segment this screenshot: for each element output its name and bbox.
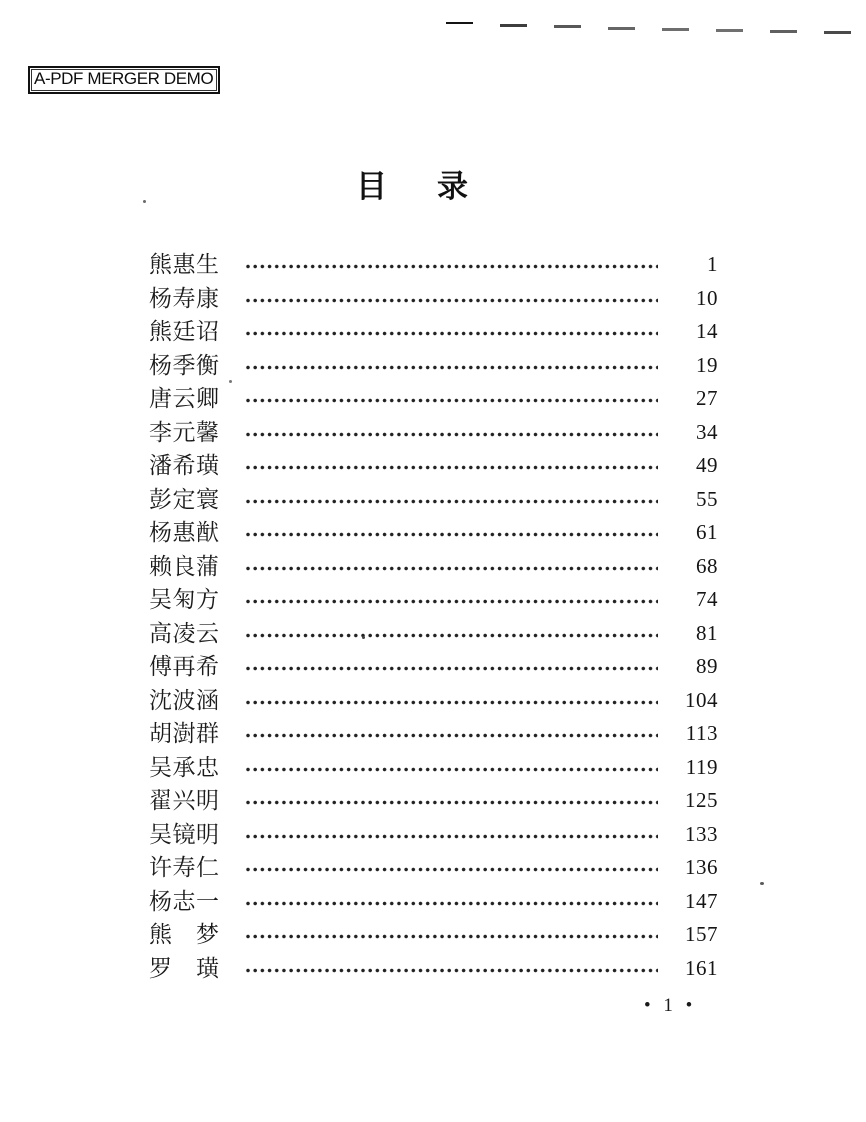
toc-row	[149, 851, 718, 885]
toc-row	[149, 416, 718, 450]
dash-mark	[824, 31, 851, 34]
dash-mark	[446, 22, 473, 24]
dot-leader	[245, 431, 658, 438]
toc-entry-page: 10	[696, 285, 718, 310]
scan-speck	[229, 380, 232, 383]
toc-entry-page: 133	[685, 821, 718, 846]
toc-row	[149, 952, 718, 986]
folio-page-number: • 1 •	[644, 995, 697, 1016]
dot-leader	[245, 833, 658, 840]
dot-leader	[245, 732, 658, 739]
dot-leader	[245, 330, 658, 337]
toc-entry-page: 147	[685, 888, 718, 913]
dash-mark	[608, 27, 635, 30]
dot-leader	[245, 967, 658, 974]
toc-entry-name: 熊 梦	[149, 922, 220, 948]
toc-row	[149, 784, 718, 818]
dot-leader	[245, 397, 658, 404]
toc-entry-page: 34	[696, 419, 718, 444]
toc-entry-name: 高凌云	[149, 620, 220, 646]
toc-entry-name: 熊廷诏	[149, 319, 220, 345]
title-char-lu: 录	[437, 169, 468, 204]
toc-entry-name: 傅再希	[149, 654, 220, 680]
toc-entry-page: 19	[696, 352, 718, 377]
toc-entry-name: 吴镜明	[149, 821, 220, 847]
dot-leader	[245, 866, 658, 873]
toc-entry-page: 104	[685, 687, 718, 712]
watermark-badge: A-PDF MERGER DEMO	[28, 66, 220, 94]
toc-row	[149, 650, 718, 684]
dash-mark	[554, 25, 581, 28]
toc-entry-name: 杨志一	[149, 888, 220, 914]
toc-entry-name: 翟兴明	[149, 788, 220, 814]
dot-leader	[245, 699, 658, 706]
toc-row	[149, 918, 718, 952]
scan-speck	[760, 882, 764, 885]
toc-entry-page: 1	[707, 252, 718, 277]
toc-row	[149, 282, 718, 316]
toc-row	[149, 315, 718, 349]
dot-leader	[245, 799, 658, 806]
toc-entry-page: 49	[696, 453, 718, 478]
toc-row	[149, 751, 718, 785]
toc-row	[149, 483, 718, 517]
dot-leader	[245, 364, 658, 371]
toc-row	[149, 248, 718, 282]
toc-entry-page: 61	[696, 520, 718, 545]
toc-row	[149, 684, 718, 718]
toc-entry-page: 14	[696, 319, 718, 344]
toc-entry-page: 74	[696, 587, 718, 612]
scan-speck	[143, 200, 146, 203]
toc-row	[149, 516, 718, 550]
toc-entry-page: 113	[685, 721, 718, 746]
toc-row	[149, 349, 718, 383]
toc-entry-name: 罗 璜	[149, 955, 220, 981]
torn-edge-dash-marks	[446, 22, 866, 25]
scan-speck	[362, 636, 365, 639]
toc-entry-name: 李元馨	[149, 419, 220, 445]
dash-mark	[500, 24, 527, 27]
dot-leader	[245, 900, 658, 907]
dash-mark	[716, 29, 743, 32]
toc-entry-page: 125	[685, 788, 718, 813]
dot-leader	[245, 565, 658, 572]
toc-row	[149, 382, 718, 416]
title-char-mu: 目	[356, 169, 387, 204]
dot-leader	[245, 665, 658, 672]
toc-entry-name: 潘希璜	[149, 453, 220, 479]
toc-entry-name: 唐云卿	[149, 386, 220, 412]
toc-entry-name: 杨季衡	[149, 352, 220, 378]
toc-entry-page: 136	[685, 855, 718, 880]
dash-mark	[662, 28, 689, 31]
dot-leader	[245, 933, 658, 940]
toc-entry-name: 许寿仁	[149, 855, 220, 881]
toc-row	[149, 717, 718, 751]
toc-entry-page: 89	[696, 654, 718, 679]
toc-row	[149, 818, 718, 852]
toc-entry-name: 沈波涵	[149, 687, 220, 713]
toc-row	[149, 583, 718, 617]
toc-entry-page: 81	[696, 620, 718, 645]
toc-entry-name: 彭定寰	[149, 486, 220, 512]
toc-entry-page: 157	[685, 922, 718, 947]
toc-entry-name: 胡澍群	[149, 721, 220, 747]
toc-entry-page: 161	[685, 955, 718, 980]
toc-list	[149, 248, 718, 985]
toc-entry-page: 119	[685, 754, 718, 779]
dot-leader	[245, 498, 658, 505]
toc-row	[149, 449, 718, 483]
toc-row	[149, 550, 718, 584]
toc-entry-page: 27	[696, 386, 718, 411]
toc-entry-name: 杨惠猷	[149, 520, 220, 546]
toc-row	[149, 617, 718, 651]
toc-row	[149, 885, 718, 919]
dot-leader	[245, 632, 658, 639]
dot-leader	[245, 531, 658, 538]
dot-leader	[245, 263, 658, 270]
toc-entry-page: 55	[696, 486, 718, 511]
toc-entry-name: 吴匊方	[149, 587, 220, 613]
toc-entry-name: 熊惠生	[149, 252, 220, 278]
toc-entry-name: 杨寿康	[149, 285, 220, 311]
page-title	[356, 170, 468, 204]
toc-entry-page: 68	[696, 553, 718, 578]
dash-mark	[770, 30, 797, 33]
dot-leader	[245, 297, 658, 304]
toc-entry-name: 赖良蒲	[149, 553, 220, 579]
dot-leader	[245, 464, 658, 471]
dot-leader	[245, 598, 658, 605]
toc-entry-name: 吴承忠	[149, 754, 220, 780]
dot-leader	[245, 766, 658, 773]
